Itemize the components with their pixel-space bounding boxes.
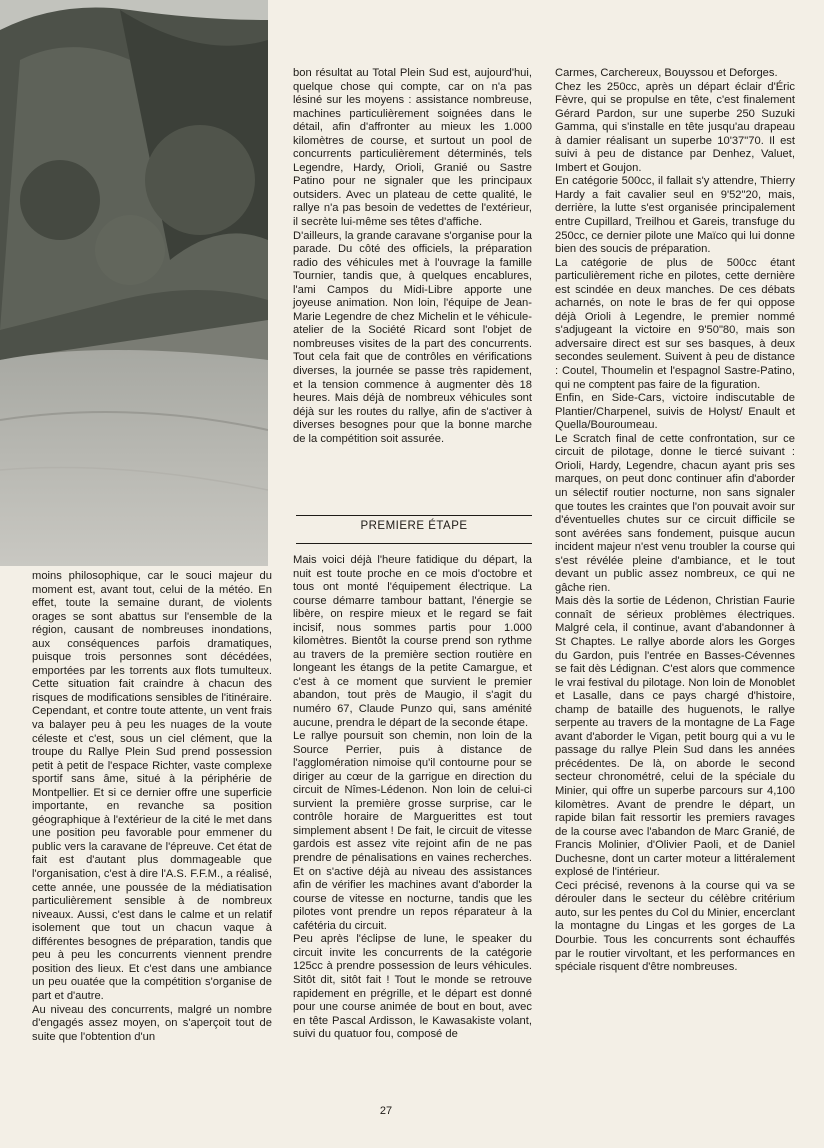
paragraph: Chez les 250cc, après un départ éclair d'Éric Fèvre, qui se propulse en tête, c'est finalement Gérard Pardon, sur une superbe 250 Suzuki Gamma, qui s'installe en tête jusqu'au drapeau à damier réalisant un superbe 10'37"70. Il est suivi à peu de distance par Denhez, Valuet, Imbert et Goujon. bbox=[555, 80, 795, 174]
section-title: PREMIERE ÉTAPE bbox=[360, 520, 468, 532]
article-column-1 bbox=[32, 570, 272, 1044]
paragraph: Mais voici déjà l'heure fatidique du départ, la nuit est toute proche en ce mois d'octobre et tous ont monté l'équipement électrique. La course démarre tambour battant, l'énergie se libère, on respire mieux et le regard se fait incisif, nous sommes partis pour 1.000 kilomètres. Bientôt la course prend son rythme au travers de la première section routière en longeant les étangs de la petite Camargue, et c'est à ce moment que survient le premier abandon, tout près de Maugio, il s'agit du numéro 67, Claude Punzo qui, sans aménité aucune, prendra le départ de la seconde étape. bbox=[293, 554, 532, 729]
article-column-2-continued bbox=[293, 554, 532, 1042]
article-column-3 bbox=[555, 67, 795, 975]
section-divider bbox=[296, 515, 532, 516]
rally-road-photo bbox=[0, 0, 268, 566]
article-column-2 bbox=[293, 67, 532, 446]
paragraph: bon résultat au Total Plein Sud est, aujourd'hui, quelque chose qui compte, car on n'a pas lésiné sur les moyens : assistance nombreuse, machines particulièrement soignées dans le détail, afin d'affronter au mieux les 1.000 kilomètres de course, et surtout un pool de concurrents particulièrement déterminés, tels Legendre, Hardy, Orioli, Granié ou Sastre Patino pour ne signaler que les principaux outsiders. Avec un plateau de cette qualité, le rallye n'a pas besoin de vedettes de l'extérieur, il secrète lui-même ses têtes d'affiche. bbox=[293, 67, 532, 229]
paragraph: D'ailleurs, la grande caravane s'organise pour la parade. Du côté des officiels, la préparation radio des véhicules met à l'ouvrage la famille Tournier, tandis que, à quelques encablures, l'ami Campos du Midi-Libre apporte une joyeuse animation. Non loin, l'équipe de Jean-Marie Legendre de chez Michelin et le véhicule-atelier de la Société Ricard sont l'objet de nombreuses visites de la part des concurrents. Tout cela fait que de contrôles en vérifications diverses, la journée se passe très rapidement, et la tension commence à augmenter dès 18 heures. Mais déjà de nombreux véhicules sont déjà sur les routes du rallye, afin de s'activer à diverses besognes pour que la bonne marche de la compétition soit assurée. bbox=[293, 229, 532, 445]
paragraph: Le rallye poursuit son chemin, non loin de la Source Perrier, puis à distance de l'agglomération nimoise qu'il contourne pour se diriger au cœur de la garrigue en direction du circuit de Nîmes-Lédenon. Non loin de celui-ci survient la première grosse surprise, car le contrôle horaire de Marguerittes est tout simplement absent ! De fait, le circuit de vitesse gardois est assez vite rejoint afin de ne pas prendre de pénalisations en vaines recherches. Et on s'active déjà au niveau des assistances afin de vérifier les machines avant d'aborder la course de vitesse en nocturne, tandis que les pilotes vont prendre un repos réparateur à la cafétéria du circuit. bbox=[293, 730, 532, 932]
paragraph: moins philosophique, car le souci majeur du moment est, avant tout, celui de la météo. En effet, toute la semaine durant, de violents orages se sont abattus sur l'ensemble de la région, causant de nombreuses inondations, aux conséquences parfois dramatiques, puisque trois personnes sont décédées, emportées par les torrents aux flots tumulteux. Cette situation fait craindre à chacun des risques de modifications sensibles de l'itinéraire. Cependant, et contre toute attente, un vent frais va balayer peu à peu les nuages de la voute céleste et c'est, sous un ciel clément, que la troupe du Rallye Plein Sud prend possession petit à petit de l'espace Richter, vaste complexe sportif sans âme, situé à la périphérie de Montpellier. Et si ce dernier offre une superficie importante, en revanche sa position géographique à l'extérieur de la cité le met dans une position peu favorable pour emmener du public vers la caravane de l'épreuve. Cet état de fait est d'autant plus dommageable que l'organisation, c'est à dire l'A.S. F.F.M., a réalisé, cette année, une poussée de la médiatisation particulièrement sensible à de nombreux niveaux. Aussi, c'est dans le calme et un relatif isolement que tout un chacun vaque à différentes besognes de préparation, tandis que peu à peu les concurrents viennent prendre position des lieux. Et c'est dans une ambiance un peu ouatée que la compétition s'organise de part et d'autre. bbox=[32, 570, 272, 1002]
paragraph: Ceci précisé, revenons à la course qui va se dérouler dans le secteur du célèbre critérium auto, sur les pentes du Col du Minier, encerclant la montagne du Lingas et les gorges de La Dourbie. Tous les concurrents sont échauffés par le routier virvoltant, et les performances en spéciale risquent d'être nombreuses. bbox=[555, 879, 795, 974]
paragraph: Enfin, en Side-Cars, victoire indiscutable de Plantier/Charpenel, suivis de Holyst/ Enault et Quella/Bouroumeau. bbox=[555, 392, 795, 432]
paragraph: Au niveau des concurrents, malgré un nombre d'engagés assez moyen, on s'aperçoit tout de suite que l'obtention d'un bbox=[32, 1003, 272, 1043]
paragraph: En catégorie 500cc, il fallait s'y attendre, Thierry Hardy a fait cavalier seul en 9'52"20, mais, derrière, la lutte s'est organisée principalement entre Cupillard, Treilhou et Gareis, transfuge du 250cc, ce dernier pilote une Maïco qui lui donne bien des soucis de préparation. bbox=[555, 175, 795, 256]
paragraph: La catégorie de plus de 500cc étant particulièrement riche en pilotes, cette dernière est scindée en deux manches. De ces débats acharnés, on note le bras de fer qui oppose déjà Orioli à Legendre, le premier nommé s'adjugeant la victoire en 9'50"80, mais son adversaire direct est sur ses basques, à deux secondes seulement. Suivent à peu de distance : Coutel, Thoumelin et l'espagnol Sastre-Patino, qui ne comptent pas faire de la figuration. bbox=[555, 256, 795, 391]
paragraph: Le Scratch final de cette confrontation, sur ce circuit de pilotage, donne le tiercé suivant : Orioli, Hardy, Legendre, chacun ayant pris ses marques, on peut donc continuer afin d'aborder un sélectif routier nocturne, non sans signaler que toutes les craintes que l'on pouvait avoir sur d'éventuelles chutes sur ce circuit difficile se sont avérées sans fondement, puisque aucun incident majeur n'est venu troubler la course qui s'est révélée pleine d'ambiance, et le tout devant un public assez nombreux, ce qui ne gâche rien. bbox=[555, 432, 795, 594]
page-number: 27 bbox=[379, 1105, 393, 1117]
section-divider bbox=[296, 543, 532, 544]
paragraph: Mais dès la sortie de Lédenon, Christian Faurie connaît de sérieux problèmes électriques. Malgré cela, il continue, avant d'abandonner à St Chaptes. Le rallye aborde alors les Gorges du Gardon, puis l'entrée en Basses-Cévennes se fait dès Lédignan. C'est alors que commence le vrai festival du pilotage. Non loin de Monoblet et Lasalle, dans ce pays chargé d'histoire, champ de bataille des huguenots, le rallye serpente au travers de la montagne de La Fage avant d'aborder le Vigan, petit bourg qui a vu le passage du rallye Plein Sud dans les années précédentes. De là, on aborde le second secteur chronométré, celui de la spéciale du Minier, qui offre un superbe parcours sur 4,100 kilomètres. Avant de prendre le départ, un rapide bilan fait ressortir les premiers ravages de la course avec l'abandon de Marc Granié, de Francis Molinier, d'Olivier Paoli, et de Daniel Duchesne, dont un carter moteur a littéralement explosé de l'intérieur. bbox=[555, 595, 795, 879]
paragraph: Peu après l'éclipse de lune, le speaker du circuit invite les concurrents de la catégorie 125cc à prendre possession de leurs véhicules. Sitôt dit, sitôt fait ! Tout le monde se retrouve rapidement en prégrille, et le départ est donné pour une course animée de bout en bout, avec en tête Pascal Ardisson, le Kawasakiste volant, suivi du quatuor fou, composé de bbox=[293, 933, 532, 1041]
paragraph: Carmes, Carchereux, Bouyssou et Deforges. bbox=[555, 67, 778, 79]
